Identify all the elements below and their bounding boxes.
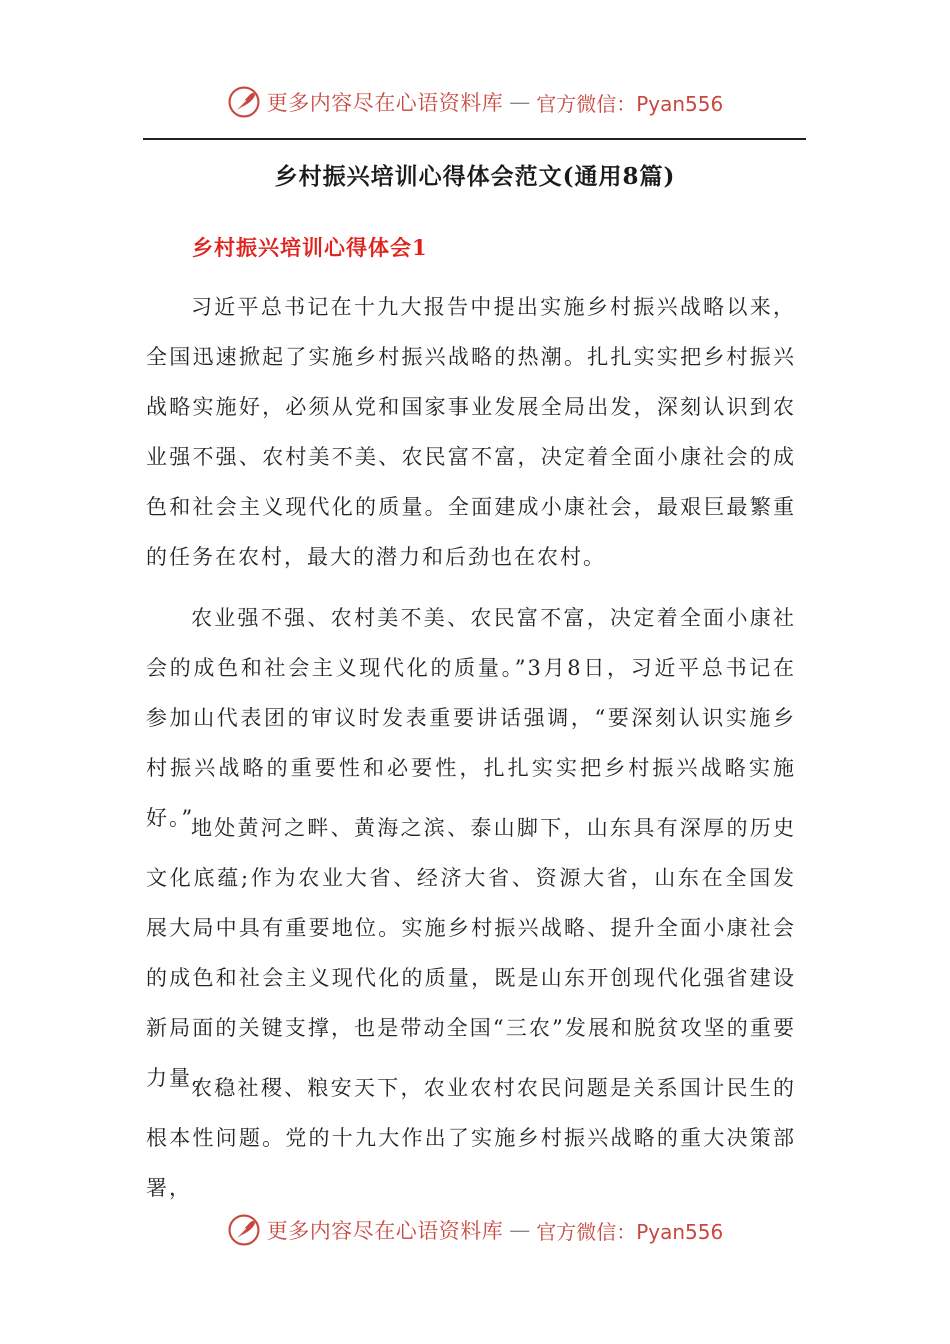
footer-banner-content <box>227 1213 724 1247</box>
paragraph-1: 习近平总书记在十九大报告中提出实施乡村振兴战略以来，全国迅速掀起了实施乡村振兴战略的热潮。扎扎实实把乡村振兴战略实施好，必须从党和国家事业发展全局出发，深刻认识到农业强不强、农村美不美、农民富不富，决定着全面小康社会的成色和社会主义现代化的质量。全面建成小康社会，最艰巨最繁重的任务在农村，最大的潜力和后劲也在农村。 <box>146 295 796 569</box>
footer-banner <box>0 1208 950 1252</box>
footer-banner-separator: — <box>509 1218 531 1242</box>
paragraph-3: 地处黄河之畔、黄海之滨、泰山脚下，山东具有深厚的历史文化底蕴;作为农业大省、经济大省、资源大省，山东在全国发展大局中具有重要地位。实施乡村振兴战略、提升全面小康社会的成色和社会主义现代化的质量，既是山东开创现代化强省建设新局面的关键支撑，也是带动全国“三农”发展和脱贫攻坚的重要力量。 <box>146 816 796 1090</box>
header-banner-text: 更多内容尽在心语资料库 <box>266 91 504 115</box>
footer-banner-text: 更多内容尽在心语资料库 <box>266 1219 504 1243</box>
header-banner-contact: 官方微信：Pyan556 <box>536 91 724 116</box>
document-title: 乡村振兴培训心得体会范文(通用8篇) <box>274 163 676 190</box>
footer-banner-contact: 官方微信：Pyan556 <box>536 1219 724 1244</box>
header-banner-content <box>227 85 724 119</box>
section-title: 乡村振兴培训心得体会1 <box>192 235 428 260</box>
quill-logo-icon <box>227 1213 261 1247</box>
header-banner-separator: — <box>509 90 531 114</box>
paragraph-4: 农稳社稷、粮安天下，农业农村农民问题是关系国计民生的根本性问题。党的十九大作出了实施乡村振兴战略的重大决策部署， <box>146 1076 796 1200</box>
header-banner <box>0 80 950 124</box>
quill-logo-icon <box>227 85 261 119</box>
paragraph-2: 农业强不强、农村美不美、农民富不富，决定着全面小康社会的成色和社会主义现代化的质量。”3月8日，习近平总书记在参加山代表团的审议时发表重要讲话强调，“要深刻认识实施乡村振兴战略的重要性和必要性，扎扎实实把乡村振兴战略实施好。” <box>146 606 796 830</box>
header-divider <box>143 138 806 140</box>
